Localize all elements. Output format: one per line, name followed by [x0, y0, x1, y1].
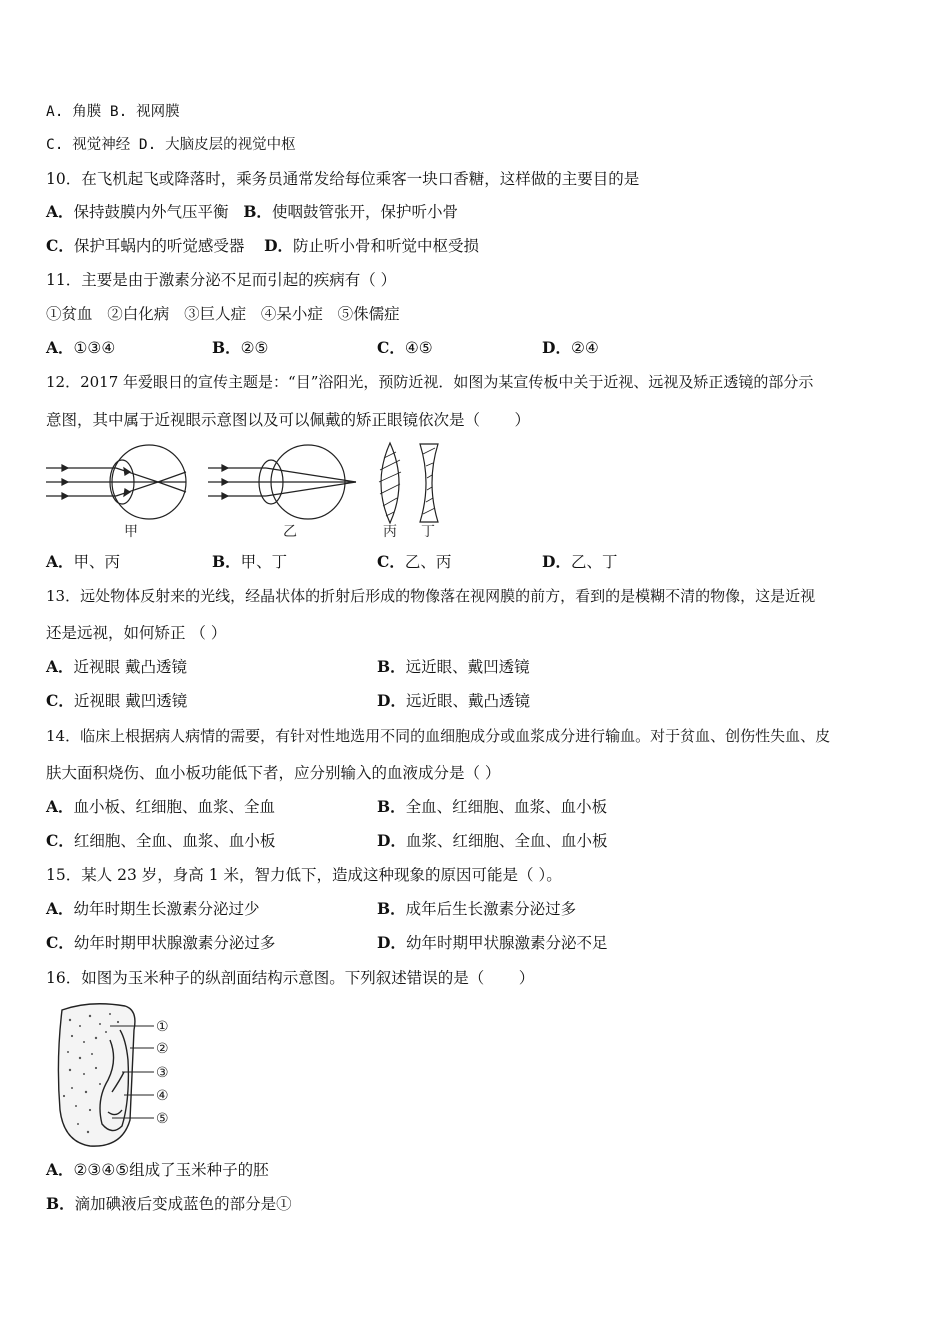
convex-lens-bing	[379, 443, 401, 523]
q10-options-row1	[46, 202, 910, 222]
q11-items: ①贫血 ②白化病 ③巨人症 ④呆小症 ⑤侏儒症	[46, 305, 400, 323]
q14-stem-line1: 14．临床上根据病人病情的需要，有针对性地选用不同的血细胞成分或血浆成分进行输血。对于贫血、创伤性失血、皮	[46, 727, 831, 745]
q15-option-c-key: C．	[46, 933, 74, 952]
q10-stem: 10．在飞机起飞或降落时，乘务员通常发给每位乘客一块口香糖，这样做的主要目的是	[46, 170, 640, 188]
q11-option-b	[212, 338, 268, 358]
q12-option-c-key: C．	[377, 552, 405, 571]
seed-label-2: ②	[156, 1041, 169, 1057]
q14-option-b	[377, 797, 607, 817]
q15-option-a-key: A．	[46, 899, 74, 918]
q14-option-a-text: 血小板、红细胞、血浆、全血	[73, 798, 276, 816]
q16-option-a-key: A．	[46, 1160, 74, 1179]
q15-option-b-text: 成年后生长激素分泌过多	[405, 900, 577, 918]
q14-option-b-text: 全血、红细胞、血浆、血小板	[405, 798, 608, 816]
q11-option-c-key: C．	[377, 338, 405, 357]
q13-option-a-key: A．	[46, 657, 74, 676]
q16-option-a-text: ②③④⑤组成了玉米种子的胚	[73, 1161, 269, 1179]
q15-stem: 15．某人 23 岁，身高 1 米，智力低下，造成这种现象的原因可能是（ ）。	[46, 866, 562, 884]
q11-option-d-key: D．	[542, 338, 571, 357]
q13-option-b	[377, 657, 530, 677]
q11-option-a-text: ①③④	[73, 339, 116, 357]
q15-option-d-key: D．	[377, 933, 406, 952]
q13-option-d	[377, 691, 530, 711]
q15-option-b-key: B．	[377, 899, 406, 918]
q16-stem: 16．如图为玉米种子的纵剖面结构示意图。下列叙述错误的是（ ）	[46, 969, 535, 987]
q11-option-b-text: ②⑤	[240, 339, 269, 357]
q16-corn-seed-figure	[50, 1000, 190, 1150]
q12-eye-figure	[46, 438, 466, 543]
q10-option-d-text: 防止听小骨和听觉中枢受损	[293, 237, 480, 255]
q13-option-b-key: B．	[377, 657, 406, 676]
q15-option-b	[377, 899, 576, 919]
q15-option-d	[377, 933, 607, 953]
q15-option-d-text: 幼年时期甲状腺激素分泌不足	[405, 934, 608, 952]
fig-label-jia: 甲	[124, 524, 138, 540]
q9-options-line2: C. 视觉神经 D. 大脑皮层的视觉中枢	[46, 137, 296, 153]
q14-option-c-key: C．	[46, 831, 74, 850]
q13-option-d-key: D．	[377, 691, 406, 710]
q15-option-c	[46, 933, 275, 953]
q12-option-c-text: 乙、丙	[404, 553, 452, 571]
eye-diagram-yi	[208, 445, 356, 519]
q12-option-b-key: B．	[212, 552, 241, 571]
q11-option-d-text: ②④	[570, 339, 599, 357]
q14-option-b-key: B．	[377, 797, 406, 816]
q10-option-b-key: B．	[243, 202, 272, 221]
q11-option-d	[542, 338, 599, 358]
seed-label-3: ③	[156, 1065, 169, 1081]
q11-option-c-text: ④⑤	[404, 339, 433, 357]
q14-option-d	[377, 831, 607, 851]
fig-label-yi: 乙	[283, 524, 297, 540]
q14-option-d-text: 血浆、红细胞、全血、血小板	[405, 832, 608, 850]
q14-option-c	[46, 831, 275, 851]
q14-option-c-text: 红细胞、全血、血浆、血小板	[73, 832, 276, 850]
q12-option-a	[46, 552, 120, 572]
q14-option-a	[46, 797, 275, 817]
q10-option-a-key: A．	[46, 202, 74, 221]
q9-options-line1: A. 角膜 B. 视网膜	[46, 104, 180, 120]
q15-option-c-text: 幼年时期甲状腺激素分泌过多	[73, 934, 276, 952]
q11-option-a-key: A．	[46, 338, 74, 357]
q12-stem-line2: 意图，其中属于近视眼示意图以及可以佩戴的矫正眼镜依次是（ ）	[46, 411, 530, 429]
q10-option-a-text: 保持鼓膜内外气压平衡	[73, 203, 229, 221]
q12-option-a-text: 甲、丙	[73, 553, 121, 571]
q16-option-b	[46, 1194, 910, 1214]
q10-option-d-key: D．	[264, 236, 294, 255]
q13-option-c-text: 近视眼 戴凹透镜	[73, 692, 188, 710]
q10-option-b-text: 使咽鼓管张开，保护听小骨	[271, 203, 458, 221]
q14-stem-line2: 肤大面积烧伤、血小板功能低下者，应分别输入的血液成分是（ ）	[46, 764, 501, 782]
q13-option-d-text: 远近眼、戴凸透镜	[405, 692, 530, 710]
q12-option-d-key: D．	[542, 552, 571, 571]
q13-stem-line1: 13．远处物体反射来的光线，经晶状体的折射后形成的物像落在视网膜的前方，看到的是模糊不清的物像，这是近视	[46, 587, 816, 605]
q10-options-row2	[46, 236, 910, 256]
q13-option-c	[46, 691, 187, 711]
fig-label-ding: 丁	[421, 524, 435, 540]
q12-stem-line1: 12．2017 年爱眼日的宣传主题是：“目”浴阳光，预防近视．如图为某宣传板中关于近视、远视及矫正透镜的部分示	[46, 373, 814, 391]
q11-option-a	[46, 338, 115, 358]
q13-option-b-text: 远近眼、戴凹透镜	[405, 658, 530, 676]
q14-option-d-key: D．	[377, 831, 406, 850]
q12-option-d-text: 乙、丁	[570, 553, 618, 571]
q16-option-a	[46, 1160, 910, 1180]
q16-option-b-text: 滴加碘液后变成蓝色的部分是①	[74, 1195, 292, 1213]
concave-lens-ding	[420, 444, 438, 522]
q10-option-c-key: C．	[46, 236, 74, 255]
eye-diagram-jia	[46, 445, 186, 519]
q11-option-c	[377, 338, 433, 358]
q10-option-c-text: 保护耳蜗内的听觉感受器	[73, 237, 245, 255]
seed-label-1: ①	[156, 1019, 169, 1035]
q13-option-a	[46, 657, 187, 677]
q11-option-b-key: B．	[212, 338, 241, 357]
q12-option-b-text: 甲、丁	[240, 553, 288, 571]
q13-option-a-text: 近视眼 戴凸透镜	[73, 658, 187, 676]
q11-stem: 11．主要是由于激素分泌不足而引起的疾病有（ ）	[46, 271, 397, 289]
q12-option-a-key: A．	[46, 552, 74, 571]
q12-option-c	[377, 552, 451, 572]
q13-option-c-key: C．	[46, 691, 74, 710]
q16-option-b-key: B．	[46, 1194, 75, 1213]
q12-option-b	[212, 552, 287, 572]
seed-label-5: ⑤	[156, 1111, 169, 1127]
seed-label-4: ④	[156, 1088, 169, 1104]
q15-option-a	[46, 899, 260, 919]
q15-option-a-text: 幼年时期生长激素分泌过少	[73, 900, 260, 918]
q14-option-a-key: A．	[46, 797, 74, 816]
fig-label-bing: 丙	[383, 524, 397, 540]
q12-option-d	[542, 552, 617, 572]
q13-stem-line2: 还是远视，如何矫正 （ ）	[46, 624, 227, 642]
